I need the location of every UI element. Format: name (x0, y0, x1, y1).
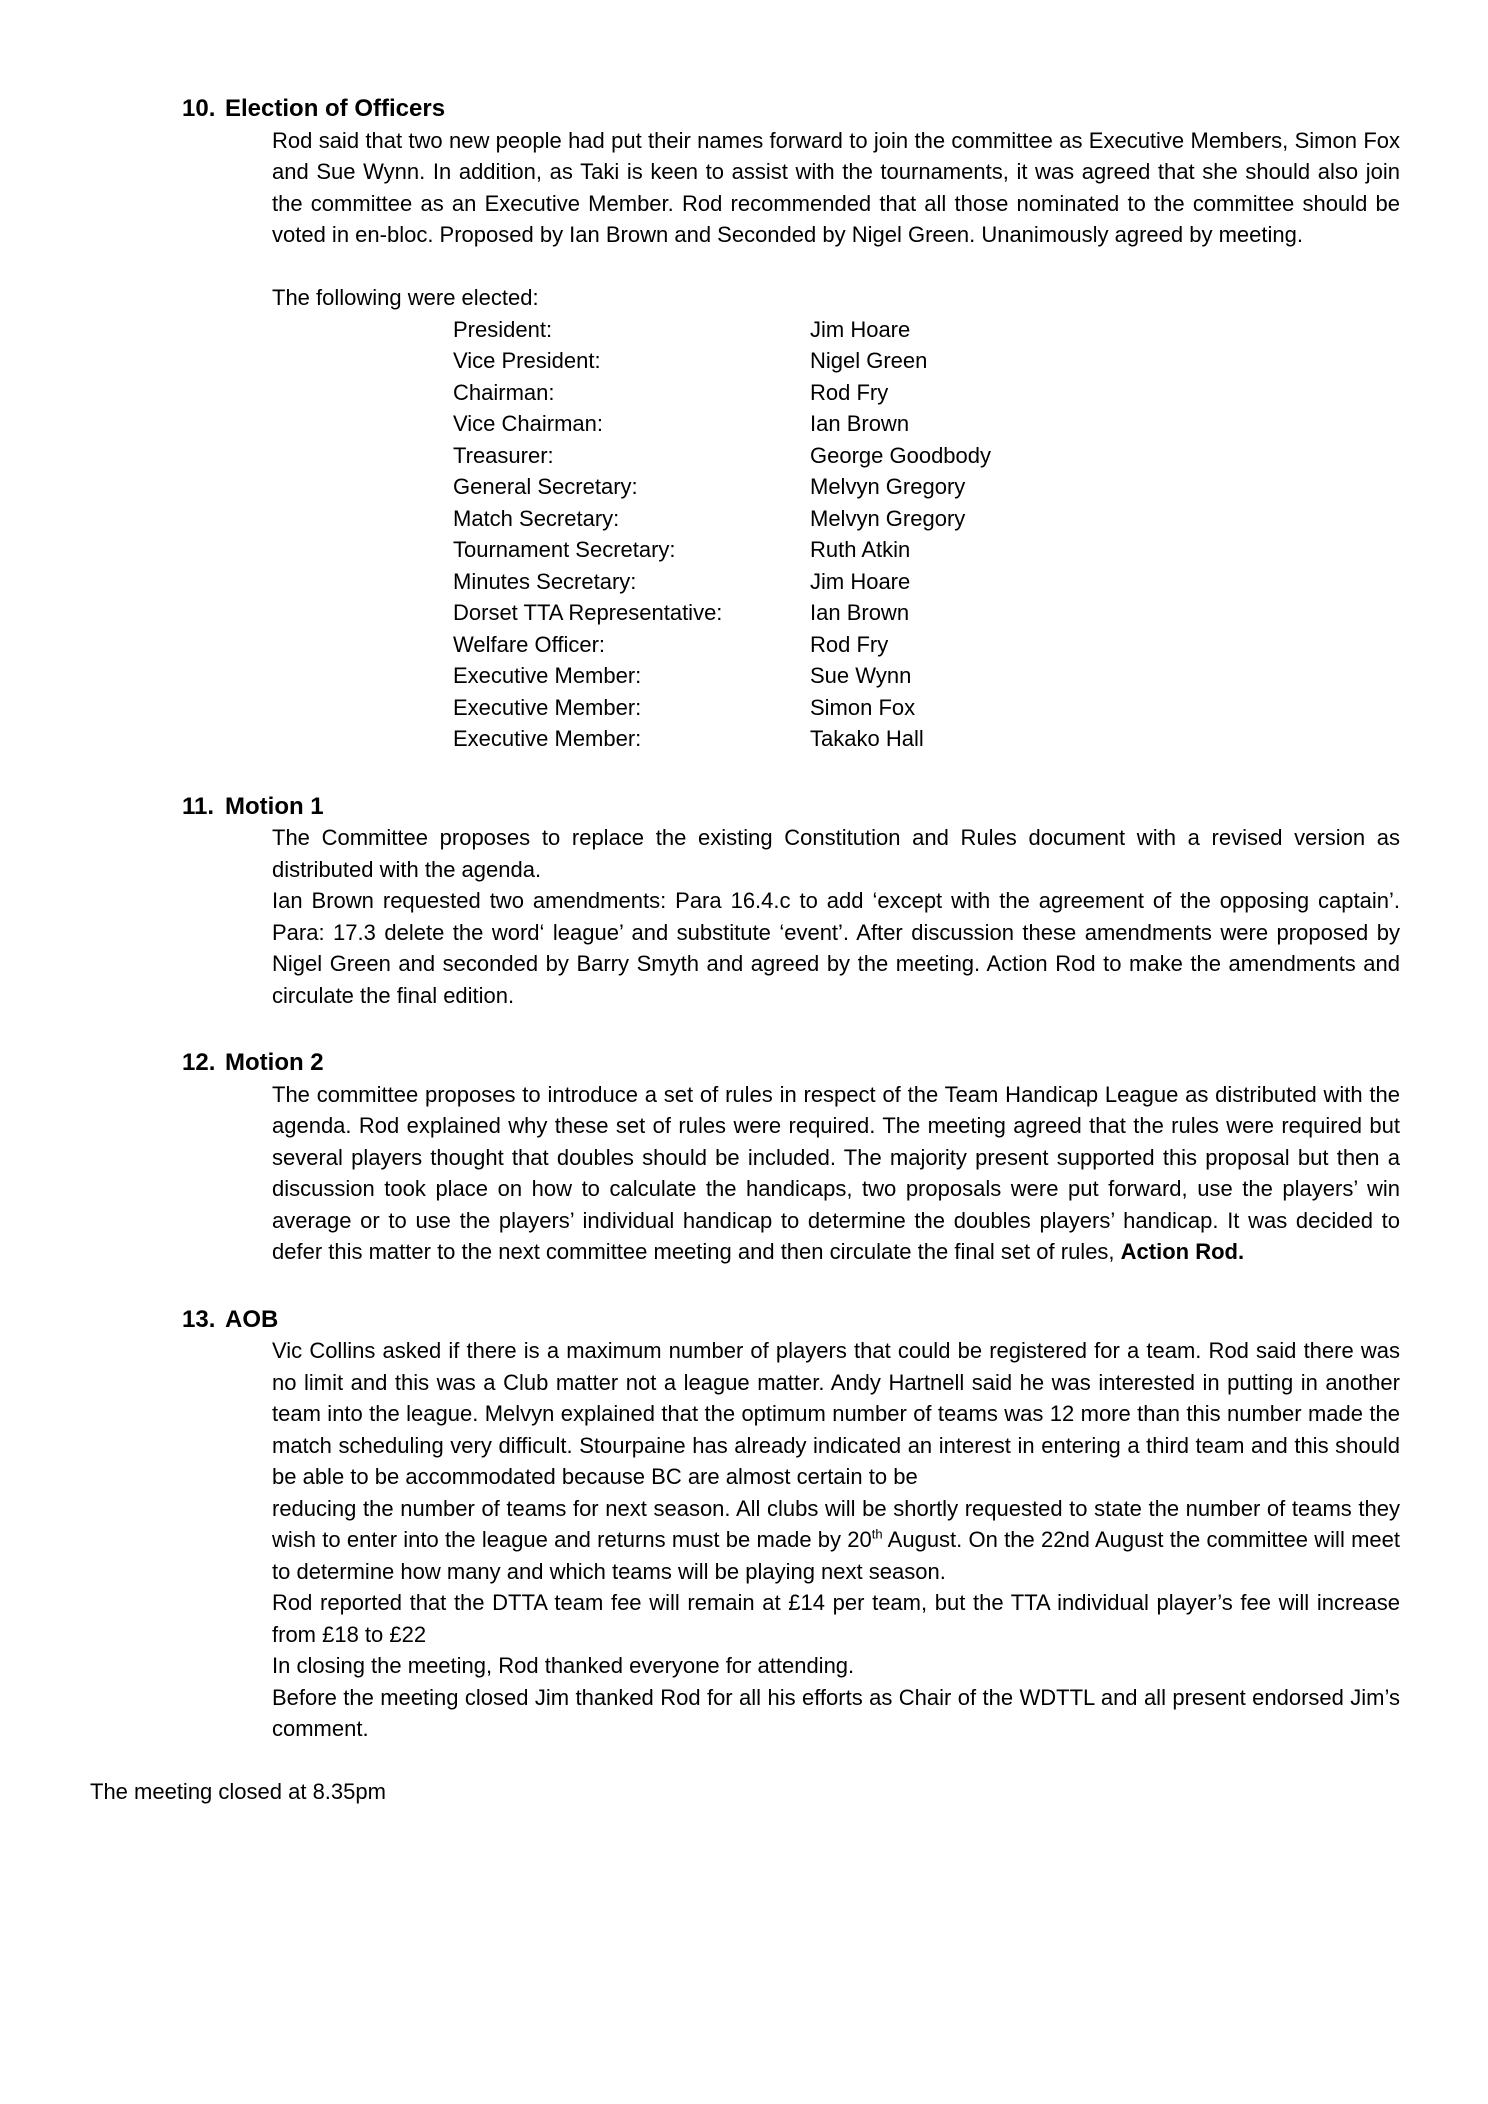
officer-row (453, 408, 1488, 440)
officer-role: Executive Member: (453, 726, 642, 751)
action-rod-bold-text: Action Rod. (1120, 1239, 1245, 1264)
officer-role: Executive Member: (453, 663, 642, 688)
section-10-paragraph: Rod said that two new people had put their names forward to join the committee as Executive Members, Simon Fox and Sue Wynn. In addition, as Taki is keen to assist with the tournaments, it was agreed that she should also join the committee as an Executive Member. Rod recommended that all those nominated to the committee should be voted in en-bloc. Proposed by Ian Brown and Seconded by Nigel Green. Unanimously agreed by meeting. (272, 127, 1400, 247)
officer-row (453, 314, 1488, 346)
officer-name: Ruth Atkin (810, 537, 911, 562)
section-13-body (272, 1335, 1400, 1745)
officer-name: Jim Hoare (810, 316, 911, 342)
officer-role: Chairman: (453, 379, 555, 405)
section-13-paragraph-2 (272, 1493, 1400, 1588)
section-12-paragraph (272, 1079, 1400, 1268)
officer-row (453, 471, 1488, 503)
officer-list (453, 314, 1488, 755)
section-13-number: 13. (182, 1305, 216, 1333)
officer-role: Treasurer: (453, 442, 554, 468)
officer-name: Ian Brown (810, 600, 910, 625)
officer-role: Match Secretary: (453, 505, 620, 531)
officer-role: President: (453, 316, 553, 342)
ordinal-superscript: th (871, 1526, 883, 1542)
officer-row (453, 440, 1488, 472)
section-12-title: Motion 2 (225, 1049, 324, 1076)
section-10-title: Election of Officers (225, 95, 446, 122)
officer-name: George Goodbody (810, 442, 992, 468)
officer-row (453, 503, 1488, 535)
officer-row (453, 377, 1488, 409)
officer-name: Takako Hall (810, 726, 924, 751)
section-10-number: 10. (182, 95, 216, 122)
section-11-number: 11. (182, 792, 215, 820)
section-12-number: 12. (182, 1049, 216, 1076)
officer-name: Sue Wynn (810, 663, 912, 688)
officer-name: Simon Fox (810, 694, 916, 720)
section-11-heading (0, 791, 1488, 823)
officer-row (453, 566, 1488, 598)
section-12-paragraph-text: The committee proposes to introduce a set of rules in respect of the Team Handicap League as distributed with the agenda. Rod explained why these set of rules were required. The meeting agreed that the rules were required but several players thought that doubles should be included. The majority present supported this proposal but then a discussion took place on how to calculate the handicaps, two proposals were put forward, use the players’ win average or to use the players’ individual handicap to determine the doubles players’ handicap. It was decided to defer this matter to the next committee meeting and then circulate the final set of rules, (272, 1081, 1400, 1264)
officer-role: Vice President: (453, 348, 601, 373)
officer-name: Melvyn Gregory (810, 505, 966, 531)
officer-row (453, 660, 1488, 692)
section-13-paragraph-4: In closing the meeting, Rod thanked everyone for attending. (272, 1653, 855, 1678)
officer-name: Rod Fry (810, 631, 889, 657)
officer-name: Nigel Green (810, 348, 928, 373)
officer-role: Dorset TTA Representative: (453, 600, 723, 625)
section-13-paragraph-5: Before the meeting closed Jim thanked Rod for all his efforts as Chair of the WDTTL and all present endorsed Jim’s comment. (272, 1684, 1400, 1741)
officer-row (453, 345, 1488, 377)
officer-name: Ian Brown (810, 411, 910, 436)
officer-role: Executive Member: (453, 694, 642, 720)
section-12-heading (0, 1047, 1488, 1079)
officer-name: Jim Hoare (810, 568, 911, 594)
section-12-body (272, 1079, 1400, 1268)
officer-row (453, 597, 1488, 629)
section-11-paragraph-2: Ian Brown requested two amendments: Para 16.4.c to add ‘except with the agreement of the opposing captain’. Para: 17.3 delete the word‘ league’ and substitute ‘event’. After discussion these amendments were proposed by Nigel Green and seconded by Barry Smyth and agreed by the meeting. Action Rod to make the amendments and circulate the final edition. (272, 888, 1400, 1008)
officer-row (453, 723, 1488, 755)
officer-name: Melvyn Gregory (810, 474, 966, 499)
section-11-body (272, 822, 1400, 1011)
officer-role: Tournament Secretary: (453, 537, 676, 562)
meeting-closed-line: The meeting closed at 8.35pm (90, 1779, 386, 1804)
officer-role: Minutes Secretary: (453, 568, 637, 594)
section-13-paragraph-1: Vic Collins asked if there is a maximum number of players that could be registered for a team. Rod said there was no limit and this was a Club matter not a league matter. Andy Hartnell said he was interested in putting in another team into the league. Melvyn explained that the optimum number of teams was 12 more than this number made the match scheduling very difficult. Stourpaine has already indicated an interest in entering a third team and this should be able to be accommodated because BC are almost certain to be (272, 1338, 1400, 1489)
section-10-heading (0, 93, 1488, 125)
officer-row (453, 692, 1488, 724)
officer-role: Welfare Officer: (453, 631, 606, 657)
section-13-paragraph-2-end: August. On the 22nd August the committee will meet to determine how many and which teams will be playing next season. (272, 1527, 1400, 1584)
officer-row (453, 629, 1488, 661)
section-11-paragraph-1: The Committee proposes to replace the existing Constitution and Rules document with a revised version as distributed with the agenda. (272, 825, 1400, 882)
section-10-body (272, 125, 1400, 314)
officer-row (453, 534, 1488, 566)
elected-intro: The following were elected: (272, 285, 539, 310)
section-13-heading (0, 1304, 1488, 1336)
officer-role: General Secretary: (453, 474, 638, 499)
officer-name: Rod Fry (810, 379, 889, 405)
section-13-paragraph-3: Rod reported that the DTTA team fee will remain at £14 per team, but the TTA individual player’s fee will increase from £18 to £22 (272, 1590, 1400, 1647)
officer-role: Vice Chairman: (453, 411, 603, 436)
section-11-title: Motion 1 (225, 792, 324, 820)
section-13-title: AOB (225, 1305, 279, 1333)
section-13-paragraph-2-start: reducing the number of teams for next season. All clubs will be shortly requested to state the number of teams they wish to enter into the league and returns must be made by 20 (272, 1495, 1400, 1552)
